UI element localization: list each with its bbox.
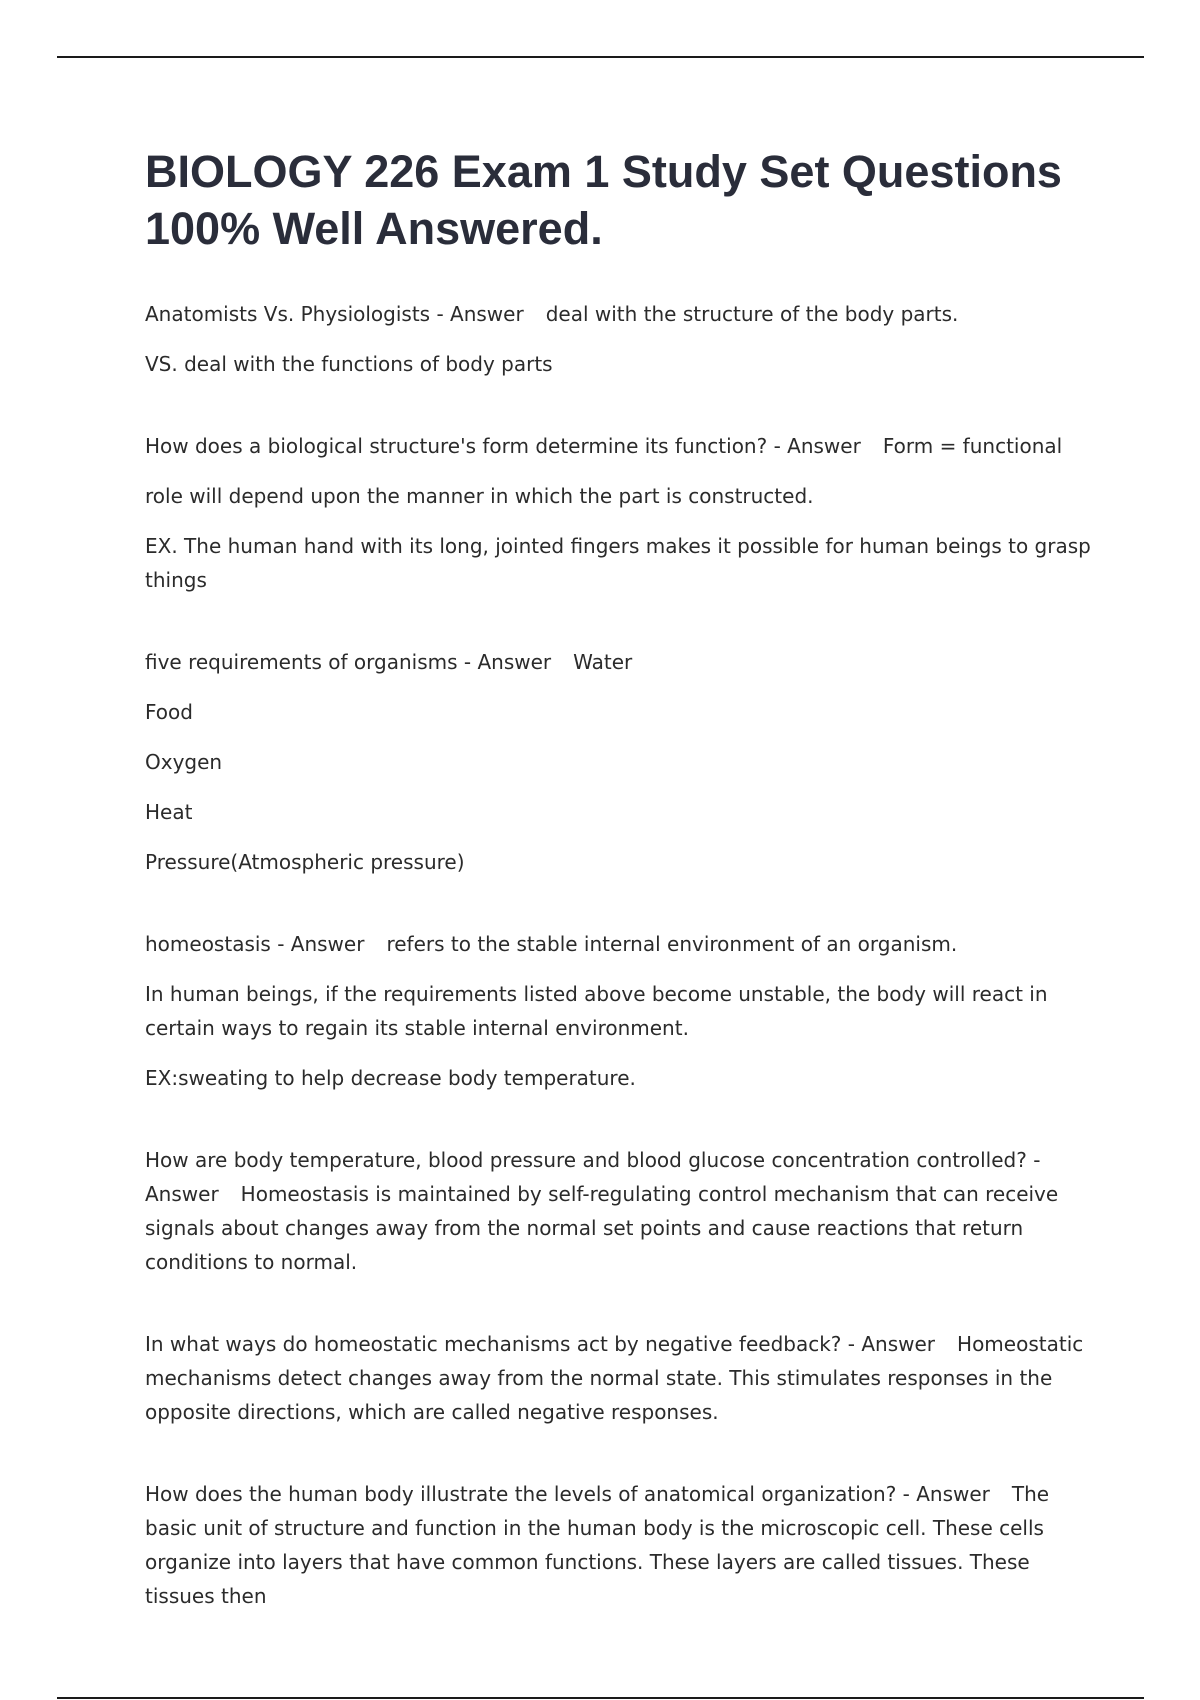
qa-answer-line: EX. The human hand with its long, jointed fingers makes it possible for human beings to grasp things [145, 534, 1091, 592]
qa-question: How are body temperature, blood pressure and blood glucose concentration controlled? - Answer [145, 1148, 1041, 1206]
qa-question: How does a biological structure's form determine its function? - Answer [145, 434, 861, 458]
qa-answer-line: Food [145, 700, 193, 724]
qa-entry [145, 1143, 1095, 1279]
qa-answer: Homeostatic mechanisms detect changes away from the normal state. This stimulates responses in the opposite directions, which are called negative responses. [145, 1332, 1084, 1424]
qa-entry [145, 429, 1095, 597]
bottom-rule [57, 1697, 1144, 1699]
qa-entry [145, 927, 1095, 1095]
qa-answer: Homeostasis is maintained by self-regulating control mechanism that can receive signals about changes away from the normal set points and cause reactions that return conditions to normal. [145, 1182, 1059, 1274]
document-body [145, 143, 1095, 1661]
qa-question: How does the human body illustrate the levels of anatomical organization? - Answer [145, 1482, 990, 1506]
qa-question: Anatomists Vs. Physiologists - Answer [145, 302, 524, 326]
qa-question: five requirements of organisms - Answer [145, 650, 552, 674]
qa-entry [145, 297, 1095, 381]
qa-question-line [145, 429, 1095, 463]
qa-question-line [145, 645, 1095, 679]
qa-entry [145, 1327, 1095, 1429]
qa-question: homeostasis - Answer [145, 932, 365, 956]
qa-question-line [145, 927, 1095, 961]
qa-answer: Water [573, 650, 633, 674]
qa-question: In what ways do homeostatic mechanisms act by negative feedback? - Answer [145, 1332, 936, 1356]
qa-entry [145, 645, 1095, 879]
qa-answer-line: role will depend upon the manner in which the part is constructed. [145, 484, 814, 508]
qa-answer-line: Pressure(Atmospheric pressure) [145, 850, 465, 874]
top-rule [57, 56, 1144, 58]
qa-answer: The basic unit of structure and function in the human body is the microscopic cell. These cells organize into layers that have common functions. These layers are called tissues. These tissues then [145, 1482, 1050, 1608]
qa-question-line [145, 1477, 1095, 1613]
qa-answer: Form = functional [882, 434, 1063, 458]
qa-question-line [145, 297, 1095, 331]
qa-answer-line: In human beings, if the requirements listed above become unstable, the body will react in certain ways to regain its stable internal environment. [145, 982, 1048, 1040]
qa-answer: refers to the stable internal environment of an organism. [386, 932, 958, 956]
qa-question-line [145, 1143, 1095, 1279]
qa-question-line [145, 1327, 1095, 1429]
qa-answer-line: Oxygen [145, 750, 223, 774]
qa-entry [145, 1477, 1095, 1613]
qa-answer-line: Heat [145, 800, 193, 824]
qa-answer: deal with the structure of the body parts. [545, 302, 959, 326]
qa-answer-line: EX:sweating to help decrease body temperature. [145, 1066, 636, 1090]
document-title: BIOLOGY 226 Exam 1 Study Set Questions 100% Well Answered. [145, 146, 1062, 254]
qa-answer-line: VS. deal with the functions of body parts [145, 352, 553, 376]
